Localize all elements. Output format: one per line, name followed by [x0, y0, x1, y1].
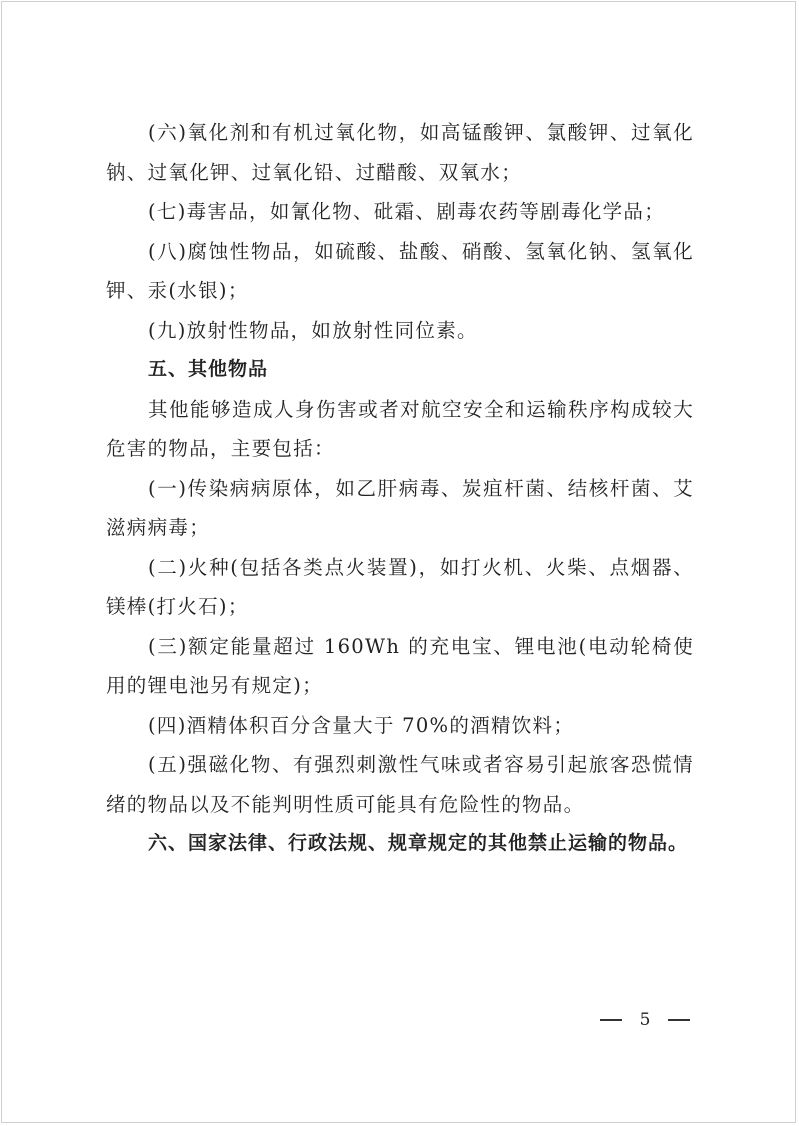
- paragraph-magnetic: (五)强磁化物、有强烈刺激性气味或者容易引起旅客恐慌情绪的物品以及不能判明性质可能具有危险性的物品。: [106, 753, 694, 816]
- section-heading-other-items: 五、其他物品: [148, 358, 269, 380]
- page-number-dash-left: [600, 1019, 622, 1020]
- page-number: 5: [639, 1010, 651, 1030]
- section-heading-laws: 六、国家法律、行政法规、规章规定的其他禁止运输的物品。: [148, 832, 689, 854]
- paragraph-batteries: (三)额定能量超过 160Wh 的充电宝、锂电池(电动轮椅使用的锂电池另有规定)；: [106, 634, 694, 697]
- page-footer: [600, 1006, 690, 1034]
- paragraph-ignition: (二)火种(包括各类点火装置)，如打火机、火柴、点烟器、镁棒(打火石)；: [106, 555, 694, 618]
- paragraph-alcohol: (四)酒精体积百分含量大于 70%的酒精饮料；: [148, 713, 575, 737]
- paragraph-pathogens: (一)传染病病原体，如乙肝病毒、炭疽杆菌、结核杆菌、艾滋病病毒；: [106, 476, 694, 539]
- paragraph-corrosive: (八)腐蚀性物品，如硫酸、盐酸、硝酸、氢氧化钠、氢氧化钾、汞(水银)；: [106, 239, 694, 302]
- document-body: [106, 113, 694, 864]
- paragraph-radioactive: (九)放射性物品，如放射性同位素。: [148, 318, 478, 342]
- paragraph-toxic: (七)毒害品，如氰化物、砒霜、剧毒农药等剧毒化学品；: [148, 200, 666, 223]
- page-number-dash-right: [668, 1019, 690, 1020]
- paragraph-oxidizers: (六)氧化剂和有机过氧化物，如高锰酸钾、氯酸钾、过氧化钠、过氧化钾、过氧化铅、过醋酸、双氧水；: [106, 121, 694, 184]
- paragraph-other-intro: 其他能够造成人身伤害或者对航空安全和运输秩序构成较大危害的物品，主要包括：: [106, 397, 694, 460]
